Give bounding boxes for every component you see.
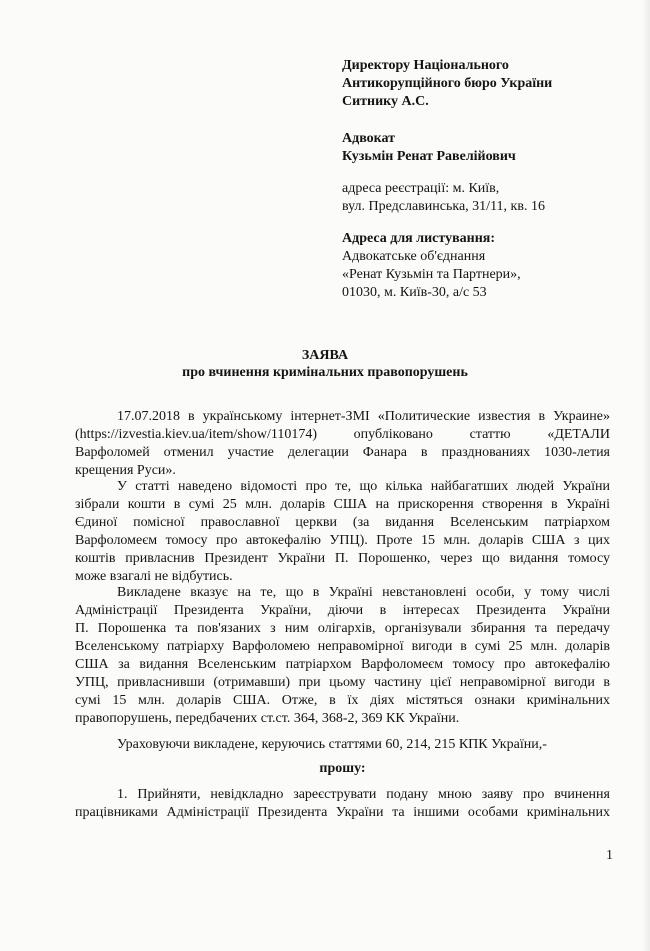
text-line: 17.07.2018 в українському інтернет-ЗМІ «Политические известия в Украине» bbox=[117, 409, 610, 424]
text-line: Адміністрації Президента України, діючи в інтересах Президента України bbox=[75, 603, 610, 618]
text-line: може взагалі не відбутись. bbox=[75, 569, 233, 584]
text-line: Вселенському патріарху Варфоломею неправомірної вигоди в сумі 25 млн. доларів bbox=[75, 639, 610, 654]
addressee-line: Директору Національного bbox=[342, 58, 509, 73]
text-line: Єдиної помісної православної церкви (за видання Вселенським патріархом bbox=[75, 515, 610, 530]
text-line: Ураховуючи викладене, керуючись статтями 60, 214, 215 КПК України,- bbox=[117, 737, 547, 752]
paragraph-2 bbox=[75, 478, 610, 586]
text-line: (https://izvestia.kiev.ua/item/show/110174) опубліковано статтю «ДЕТАЛИ bbox=[75, 427, 610, 442]
mailing-address-line: 01030, м. Київ-30, а/с 53 bbox=[342, 285, 487, 300]
paragraph-1 bbox=[75, 408, 610, 480]
text-line: Варфоломей отменил участие делегации Фанара в празднованиях 1030-летия bbox=[75, 445, 610, 460]
text-line: зібрали кошти в сумі 25 млн. доларів США на прискорення створення в Україні bbox=[75, 497, 610, 512]
document-title: ЗАЯВА bbox=[301, 348, 349, 363]
registration-address-block bbox=[342, 180, 642, 216]
mailing-address-label: Адреса для листування: bbox=[342, 231, 496, 246]
text-line: сумі 15 млн. доларів США. Отже, в їх діях містяться ознаки кримінальних bbox=[75, 693, 610, 708]
registration-address-line: вул. Предславинська, 31/11, кв. 16 bbox=[342, 199, 545, 214]
text-line: У статті наведено відомості про те, що кілька найбагатших людей України bbox=[117, 479, 610, 494]
paragraph-5 bbox=[75, 786, 610, 822]
sender-role: Адвокат bbox=[342, 131, 396, 146]
document-subtitle: про вчинення кримінальних правопорушень bbox=[182, 365, 468, 380]
sender-block bbox=[342, 130, 642, 166]
paragraph-3 bbox=[75, 584, 610, 728]
text-line: 1. Прийняти, невідкладно зареєструвати подану мною заяву про вчинення bbox=[117, 787, 610, 802]
request-word: прошу: bbox=[319, 761, 366, 776]
text-line: Викладене вказує на те, що в Україні невстановлені особи, у тому числі bbox=[117, 585, 610, 600]
text-line: Варфоломеєм томосу про автокефалію УПЦ). Проте 15 млн. доларів США з цих bbox=[75, 533, 610, 548]
request-heading bbox=[75, 760, 610, 778]
text-line: коштів привласнив Президент України П. Порошенко, через що видання томосу bbox=[75, 551, 610, 566]
registration-address-line: адреса реєстрації: м. Київ, bbox=[342, 181, 500, 196]
mailing-address-line: «Ренат Кузьмін та Партнери», bbox=[342, 267, 521, 282]
sender-name: Кузьмін Ренат Равелійович bbox=[342, 149, 516, 164]
text-line: П. Порошенка та пов'язаних з ним олігархів, організували збирання та передачу bbox=[75, 621, 610, 636]
page-number: 1 bbox=[606, 848, 613, 863]
page-edge-shadow bbox=[642, 0, 650, 951]
mailing-address-line: Адвокатське об'єднання bbox=[342, 249, 486, 264]
addressee-line: Ситнику А.С. bbox=[342, 94, 429, 109]
text-line: США за видання Вселенським патріархом Варфоломеєм томосу про автокефалію bbox=[75, 657, 610, 672]
mailing-address-block bbox=[342, 230, 642, 302]
addressee-block bbox=[342, 57, 642, 111]
text-line: працівниками Адміністрації Президента України та іншими особами кримінальних bbox=[75, 805, 610, 820]
text-line: правопорушень, передбачених ст.ст. 364, 368-2, 369 КК України. bbox=[75, 711, 460, 726]
paragraph-4 bbox=[75, 736, 610, 754]
text-line: крещения Руси». bbox=[75, 463, 176, 478]
text-line: УПЦ, привласнивши (отримавши) при цьому частину цієї неправомірної вигоди в bbox=[75, 675, 610, 690]
addressee-line: Антикорупційного бюро України bbox=[342, 76, 553, 91]
